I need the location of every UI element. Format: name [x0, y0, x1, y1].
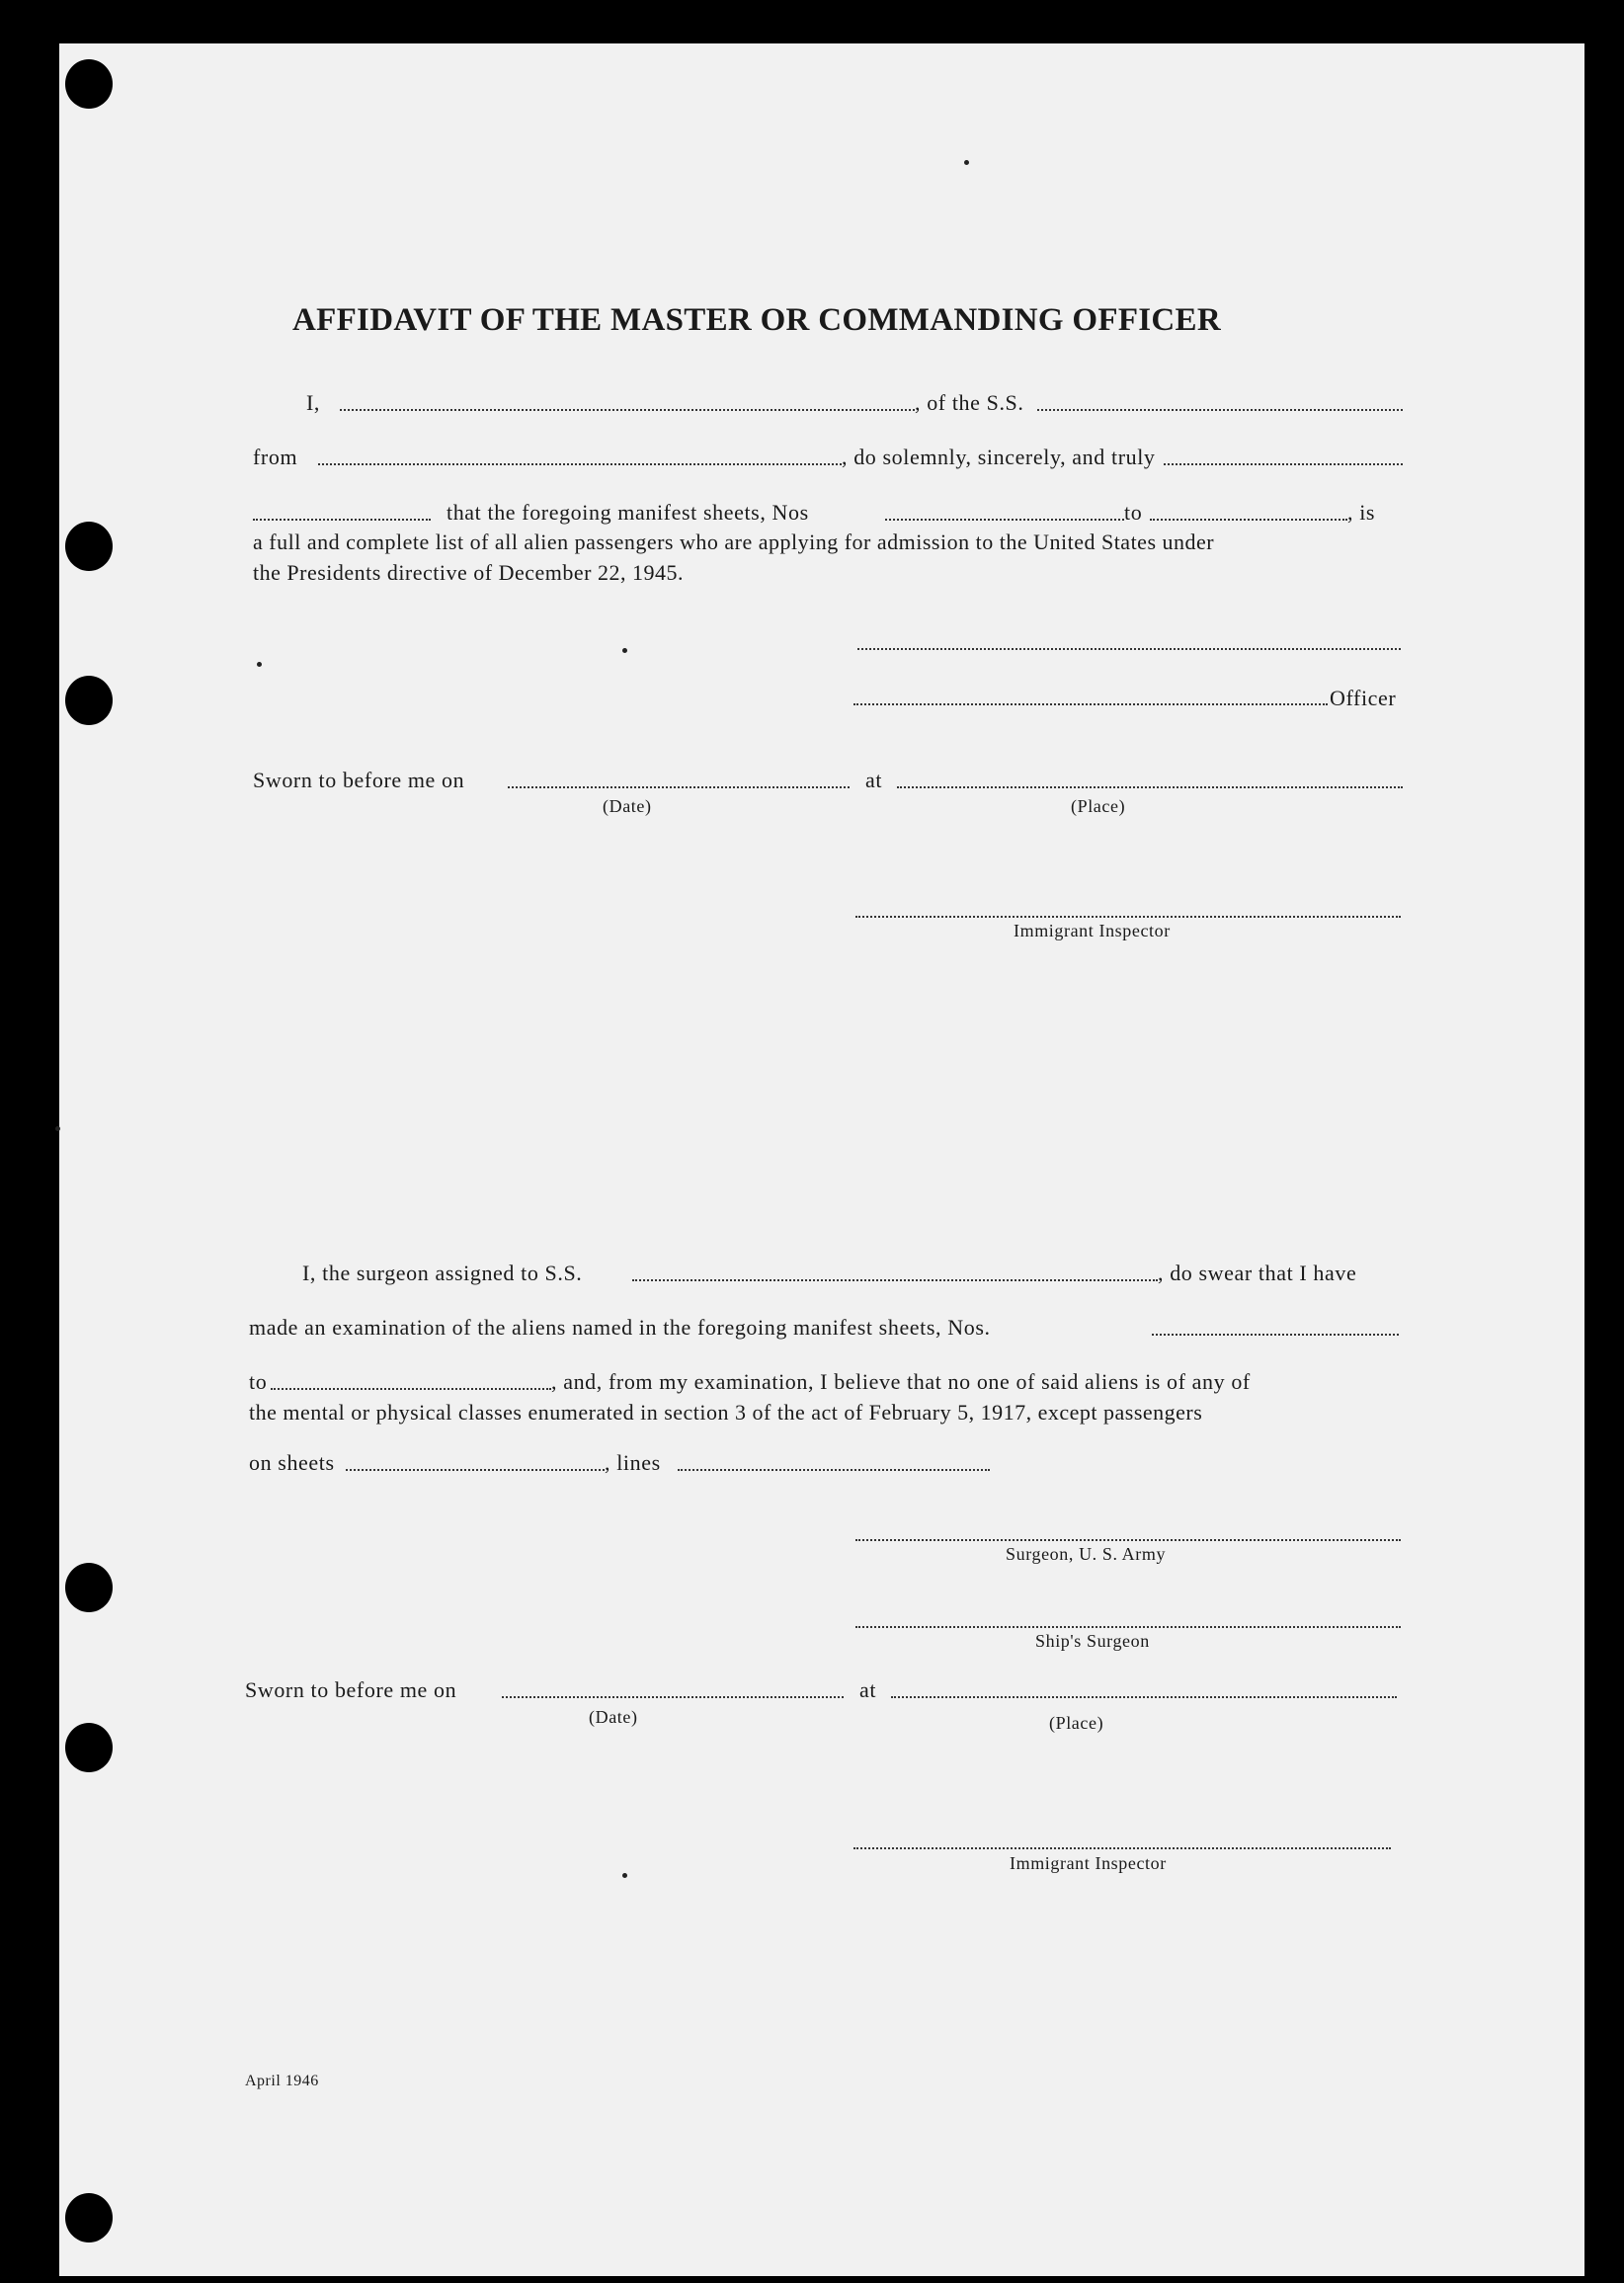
- label-surgeon-army: Surgeon, U. S. Army: [1006, 1544, 1167, 1564]
- scan-speck: [622, 648, 627, 653]
- ships-surgeon-signature-line[interactable]: [855, 1626, 1401, 1628]
- label-at: at: [865, 768, 883, 792]
- sheets-to-field[interactable]: [1150, 519, 1347, 521]
- label-and-from-examination: , and, from my examination, I believe that no one of said aliens is of any of: [551, 1369, 1251, 1394]
- label-immigrant-inspector: Immigrant Inspector: [1014, 921, 1171, 940]
- label-to: to: [1124, 500, 1143, 525]
- oath-verb-field[interactable]: [253, 519, 431, 521]
- surgeon-sworn-date-field[interactable]: [502, 1696, 844, 1698]
- label-solemnly: , do solemnly, sincerely, and truly: [842, 445, 1156, 469]
- label-ships-surgeon: Ship's Surgeon: [1035, 1631, 1150, 1651]
- document-page: [59, 43, 1584, 2276]
- oath-word-field[interactable]: [1164, 463, 1403, 465]
- surgeon-sheets-from-field[interactable]: [1152, 1334, 1399, 1336]
- label-surgeon-assigned: I, the surgeon assigned to S.S.: [302, 1261, 583, 1285]
- scan-speck: [622, 1873, 627, 1878]
- affidavit-text-line: a full and complete list of all alien passengers who are applying for admission to the United States under: [253, 530, 1215, 554]
- port-from-field[interactable]: [318, 463, 842, 465]
- scan-speck: [55, 1126, 60, 1131]
- inspector-signature-line[interactable]: [855, 916, 1401, 918]
- label-surgeon-to: to: [249, 1369, 268, 1394]
- affidavit-text: [253, 527, 1214, 588]
- surgeon-sheets-to-field[interactable]: [271, 1388, 551, 1390]
- sheets-from-field[interactable]: [885, 519, 1124, 521]
- caption-surgeon-date: (Date): [589, 1707, 638, 1727]
- master-name-field[interactable]: [340, 409, 915, 411]
- label-surgeon-immigrant-inspector: Immigrant Inspector: [1010, 1853, 1167, 1873]
- punch-hole: [65, 2193, 113, 2242]
- punch-hole: [65, 522, 113, 571]
- ship-name-field[interactable]: [1037, 409, 1403, 411]
- surgeon-ship-field[interactable]: [632, 1279, 1158, 1281]
- label-of-the-ss: , of the S.S.: [915, 390, 1024, 415]
- label-do-swear: , do swear that I have: [1158, 1261, 1357, 1285]
- form-date: April 1946: [245, 2073, 319, 2089]
- caption-surgeon-place: (Place): [1049, 1713, 1104, 1733]
- label-from: from: [253, 445, 298, 469]
- label-i: I,: [306, 390, 321, 415]
- affidavit-text-line: the Presidents directive of December 22, 1945.: [253, 560, 684, 585]
- label-sworn: Sworn to before me on: [253, 768, 465, 792]
- exception-sheets-field[interactable]: [346, 1469, 605, 1471]
- surgeon-sworn-place-field[interactable]: [891, 1696, 1397, 1698]
- label-is: , is: [1347, 500, 1376, 525]
- label-on-sheets: on sheets: [249, 1450, 335, 1475]
- sworn-place-field[interactable]: [897, 786, 1403, 788]
- label-surgeon-at: at: [859, 1677, 877, 1702]
- label-surgeon-sworn: Sworn to before me on: [245, 1677, 457, 1702]
- label-lines: , lines: [605, 1450, 661, 1475]
- surgeon-inspector-signature-line[interactable]: [853, 1847, 1391, 1849]
- punch-hole: [65, 1563, 113, 1612]
- caption-place: (Place): [1071, 796, 1126, 816]
- army-surgeon-signature-line[interactable]: [855, 1539, 1401, 1541]
- label-manifest-sheets: that the foregoing manifest sheets, Nos: [447, 500, 809, 525]
- label-officer: Officer: [1330, 686, 1397, 710]
- caption-date: (Date): [603, 796, 652, 816]
- scan-speck: [964, 160, 969, 165]
- punch-hole: [65, 676, 113, 725]
- punch-hole: [65, 59, 113, 109]
- signature-line[interactable]: [857, 648, 1401, 650]
- affidavit-title: AFFIDAVIT OF THE MASTER OR COMMANDING OFFICER: [292, 302, 1221, 338]
- surgeon-text-line: the mental or physical classes enumerated in section 3 of the act of February 5, 1917, except passengers: [249, 1400, 1203, 1425]
- punch-hole: [65, 1723, 113, 1772]
- exception-lines-field[interactable]: [678, 1469, 990, 1471]
- scan-speck: [257, 662, 262, 667]
- sworn-date-field[interactable]: [508, 786, 850, 788]
- label-made-examination: made an examination of the aliens named in the foregoing manifest sheets, Nos.: [249, 1315, 991, 1340]
- officer-signature-line[interactable]: [853, 703, 1328, 705]
